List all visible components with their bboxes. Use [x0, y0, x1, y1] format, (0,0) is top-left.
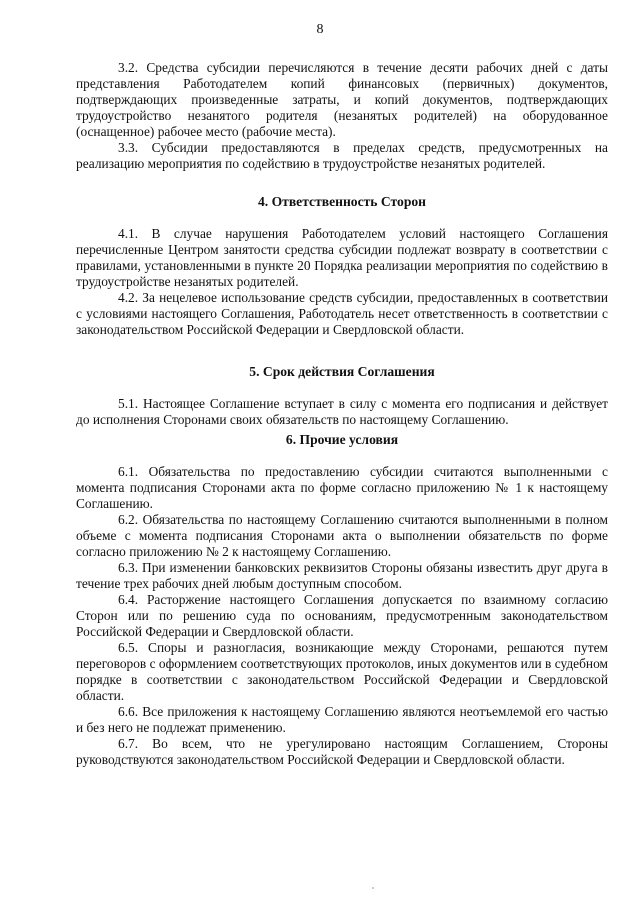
- paragraph-6-4: 6.4. Расторжение настоящего Соглашения допускается по взаимному согласию Сторон или по решению суда по основаниям, предусмотренным законодательством Российской Федерации и Свердловской области.: [76, 592, 608, 639]
- document-body: [76, 60, 608, 768]
- page-number: 8: [316, 22, 324, 37]
- paragraph-4-1: 4.1. В случае нарушения Работодателем условий настоящего Соглашения перечисленные Центром занятости средства субсидии подлежат возврату в соответствии с правилами, установленными в пункте 20 Порядка реализации мероприятия по содействию в трудоустройстве незанятых родителей.: [76, 226, 608, 289]
- paragraph-6-2: 6.2. Обязательства по настоящему Соглашению считаются выполненными в полном объеме с момента подписания Сторонами акта о выполнении обязательств по форме согласно приложению № 2 к настоящему Соглашению.: [76, 512, 608, 559]
- section-heading-4: 4. Ответственность Сторон: [257, 194, 427, 209]
- section-heading-6: 6. Прочие условия: [285, 432, 399, 447]
- section-heading-5: 5. Срок действия Соглашения: [249, 364, 435, 379]
- paragraph-4-2: 4.2. За нецелевое использование средств субсидии, предоставленных в соответствии с условиями настоящего Соглашения, Работодатель несет ответственность в соответствии с законодательством Российской Федерации и Свердловской области.: [76, 290, 608, 337]
- scan-speck: [372, 887, 374, 889]
- paragraph-6-6: 6.6. Все приложения к настоящему Соглашению являются неотъемлемой его частью и без него не подлежат применению.: [76, 704, 608, 735]
- paragraph-5-1: 5.1. Настоящее Соглашение вступает в силу с момента его подписания и действует до исполнения Сторонами своих обязательств по настоящему Соглашению.: [76, 396, 608, 427]
- paragraph-3-3: 3.3. Субсидии предоставляются в пределах средств, предусмотренных на реализацию мероприятия по содействию в трудоустройстве незанятых родителей.: [76, 140, 608, 171]
- paragraph-6-5: 6.5. Споры и разногласия, возникающие между Сторонами, решаются путем переговоров с оформлением соответствующих протоколов, иных документов или в судебном порядке в соответствии с законодательством Российской Федерации и Свердловской области.: [76, 640, 608, 703]
- paragraph-6-1: 6.1. Обязательства по предоставлению субсидии считаются выполненными с момента подписания Сторонами акта по форме согласно приложению № 1 к настоящему Соглашению.: [76, 464, 608, 511]
- paragraph-3-2: 3.2. Средства субсидии перечисляются в течение десяти рабочих дней с даты представления Работодателем копий финансовых (первичных) документов, подтверждающих произведенные затраты, и копий документов, подтверждающих трудоустройство незанятого родителя (незанятых родителей) на оборудованное (оснащенное) рабочее место (рабочие места).: [76, 60, 608, 139]
- paragraph-6-7: 6.7. Во всем, что не урегулировано настоящим Соглашением, Стороны руководствуются законодательством Российской Федерации и Свердловской области.: [76, 736, 608, 767]
- paragraph-6-3: 6.3. При изменении банковских реквизитов Стороны обязаны известить друг друга в течение трех рабочих дней любым доступным способом.: [76, 560, 608, 591]
